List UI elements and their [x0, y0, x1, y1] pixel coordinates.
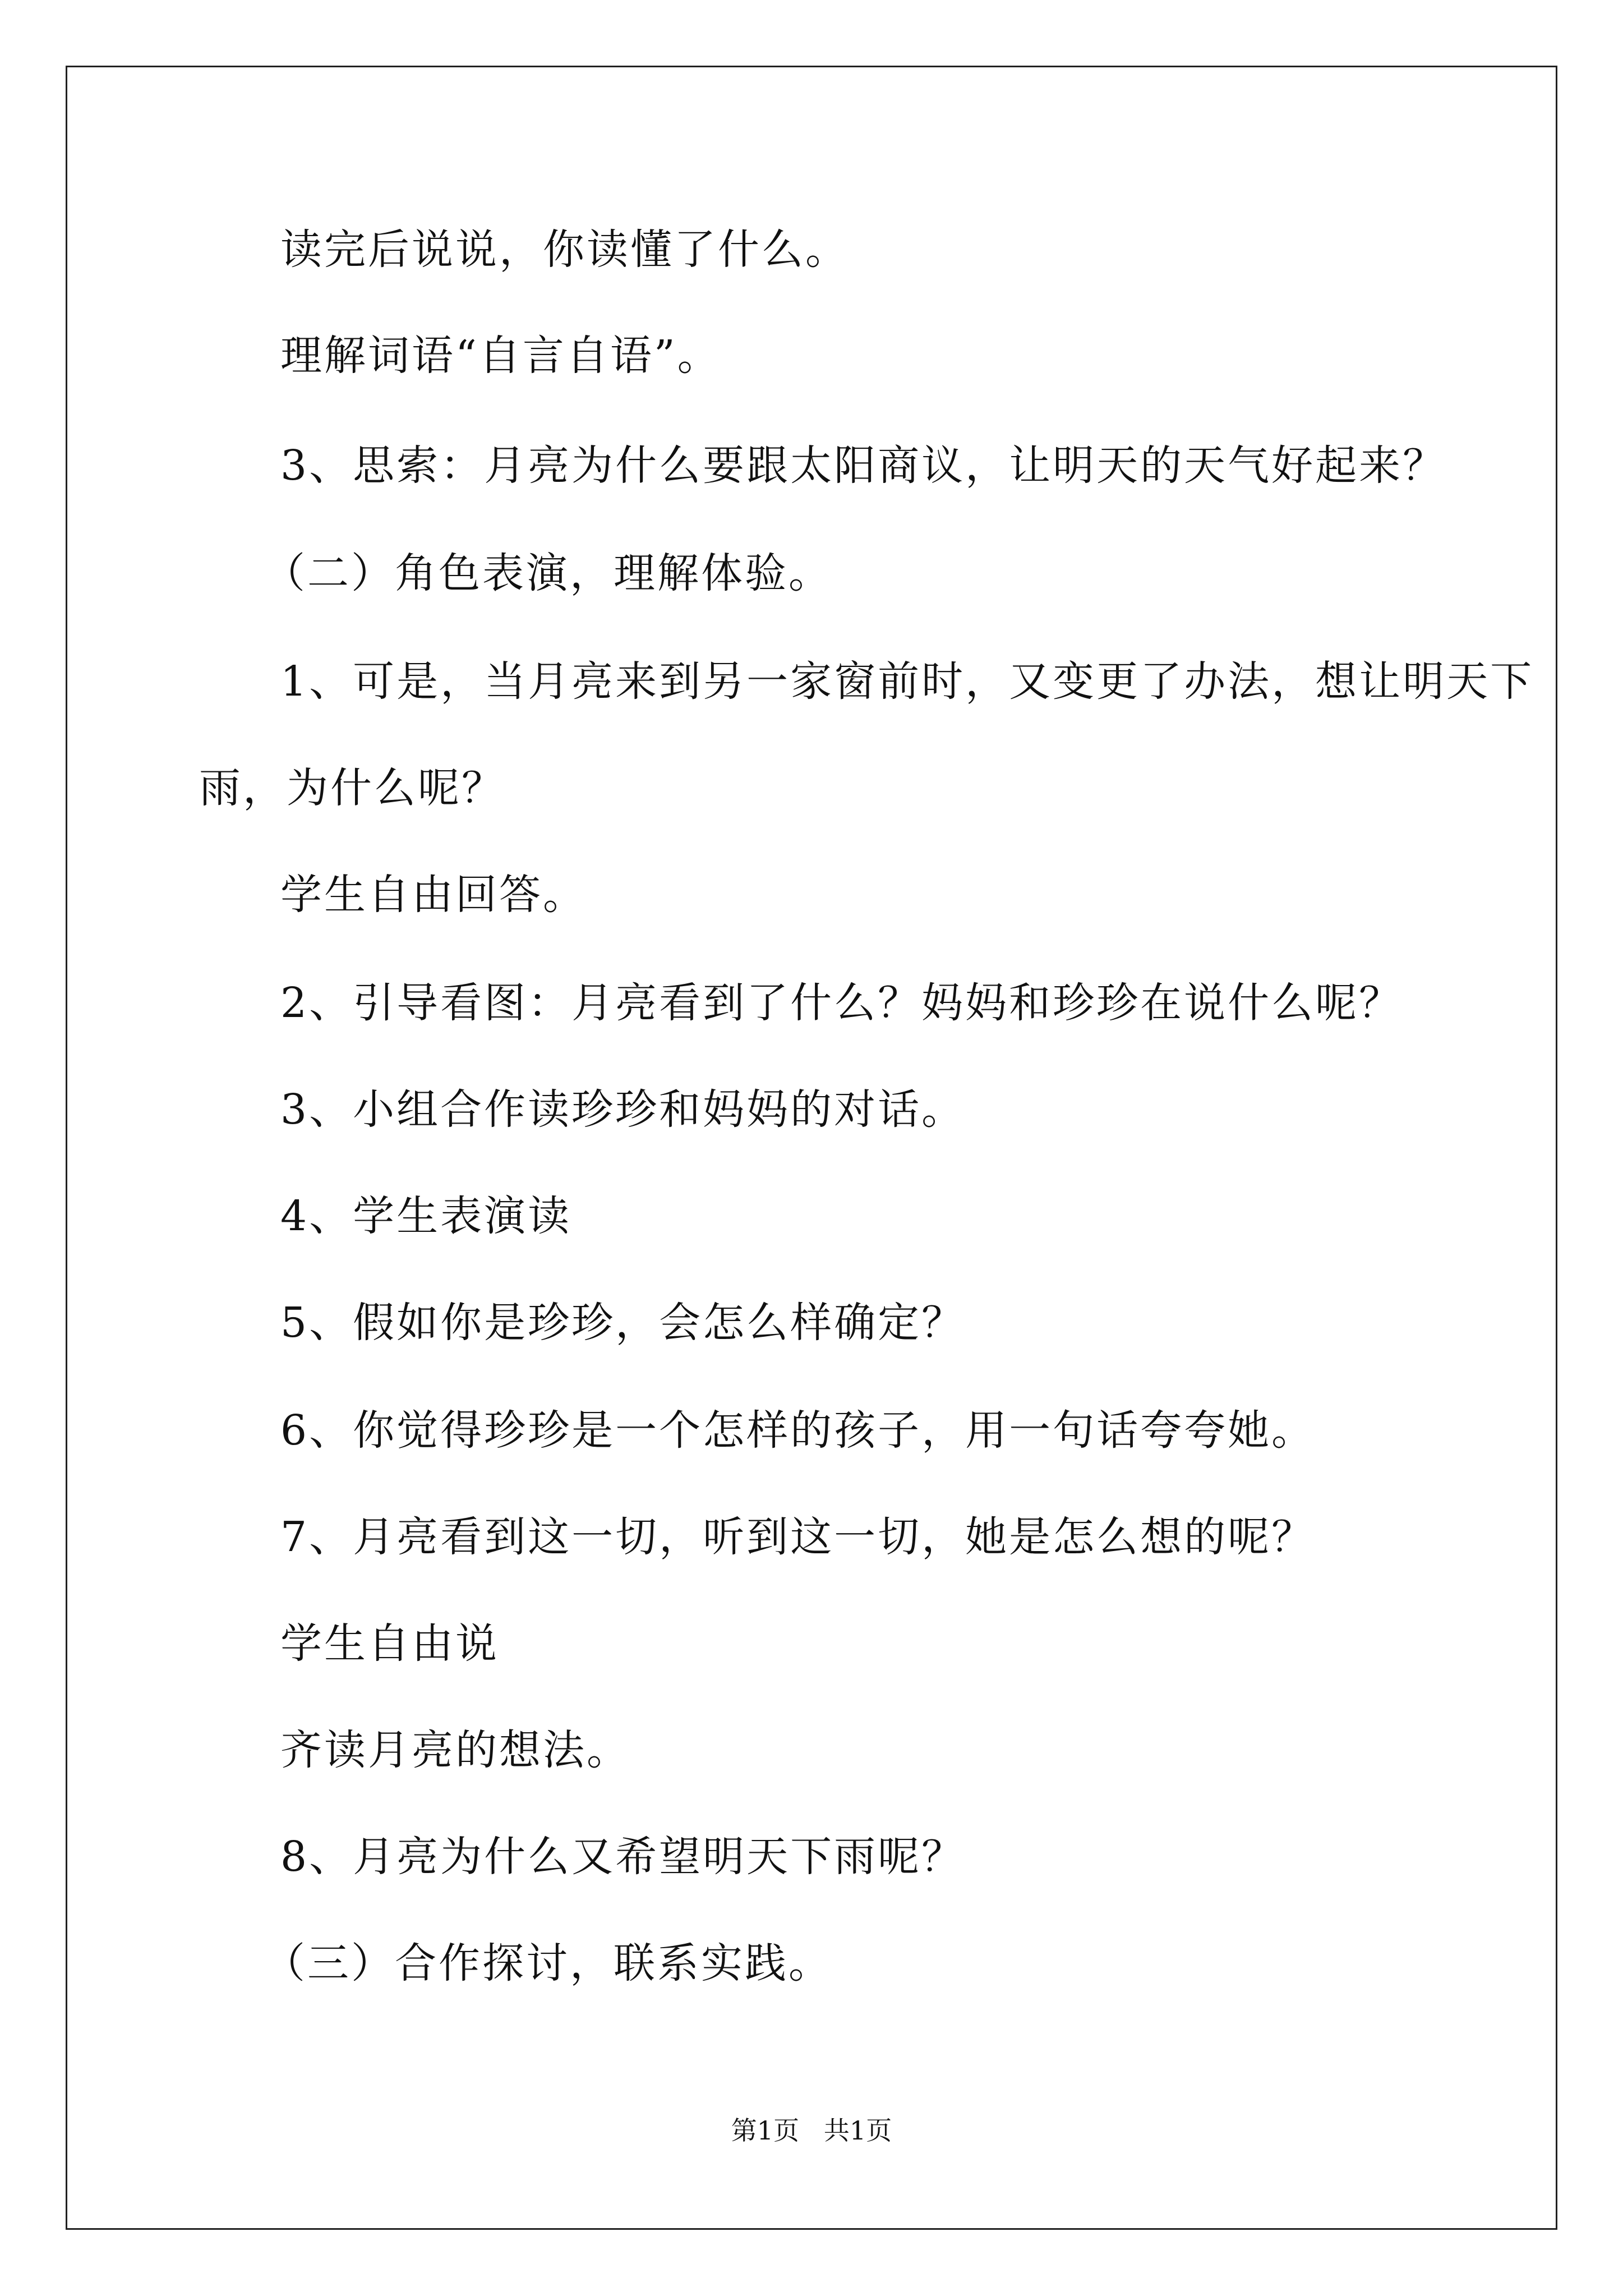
- paragraph-line: 理解词语“自言自语”。: [280, 332, 721, 380]
- paragraph-line-continued: 雨，为什么呢？: [199, 764, 505, 812]
- paragraph-line: 5、假如你是珍珍，会怎么样确定？: [280, 1299, 966, 1347]
- section-heading: （二）角色表演，理解体验。: [264, 549, 832, 597]
- paragraph-line: 7、月亮看到这一切，听到这一切，她是怎么想的呢？: [280, 1513, 1316, 1561]
- paragraph-line: 1、可是，当月亮来到另一家窗前时，又变更了办法，想让明天下: [280, 657, 1534, 706]
- paragraph-line: 读完后说说，你读懂了什么。: [280, 226, 849, 274]
- paragraph-line: 学生自由回答。: [280, 871, 587, 919]
- paragraph-line: 6、你觉得珍珍是一个怎样的孩子，用一句话夸夸她。: [280, 1406, 1316, 1455]
- paragraph-line: 3、小组合作读珍珍和妈妈的对话。: [280, 1085, 966, 1134]
- page-number-footer: 第1页 共1页: [731, 2115, 892, 2146]
- paragraph-line: 2、引导看图：月亮看到了什么？妈妈和珍珍在说什么呢？: [280, 979, 1403, 1027]
- paragraph-line: 学生自由说: [280, 1619, 499, 1668]
- page-border: [66, 66, 1557, 2230]
- paragraph-line: 4、学生表演读: [280, 1192, 572, 1240]
- paragraph-line: 齐读月亮的想法。: [280, 1726, 630, 1774]
- section-heading: （三）合作探讨，联系实践。: [264, 1939, 832, 1987]
- paragraph-line: 3、思索：月亮为什么要跟太阳商议，让明天的天气好起来？: [280, 441, 1447, 490]
- paragraph-line: 8、月亮为什么又希望明天下雨呢？: [280, 1833, 966, 1881]
